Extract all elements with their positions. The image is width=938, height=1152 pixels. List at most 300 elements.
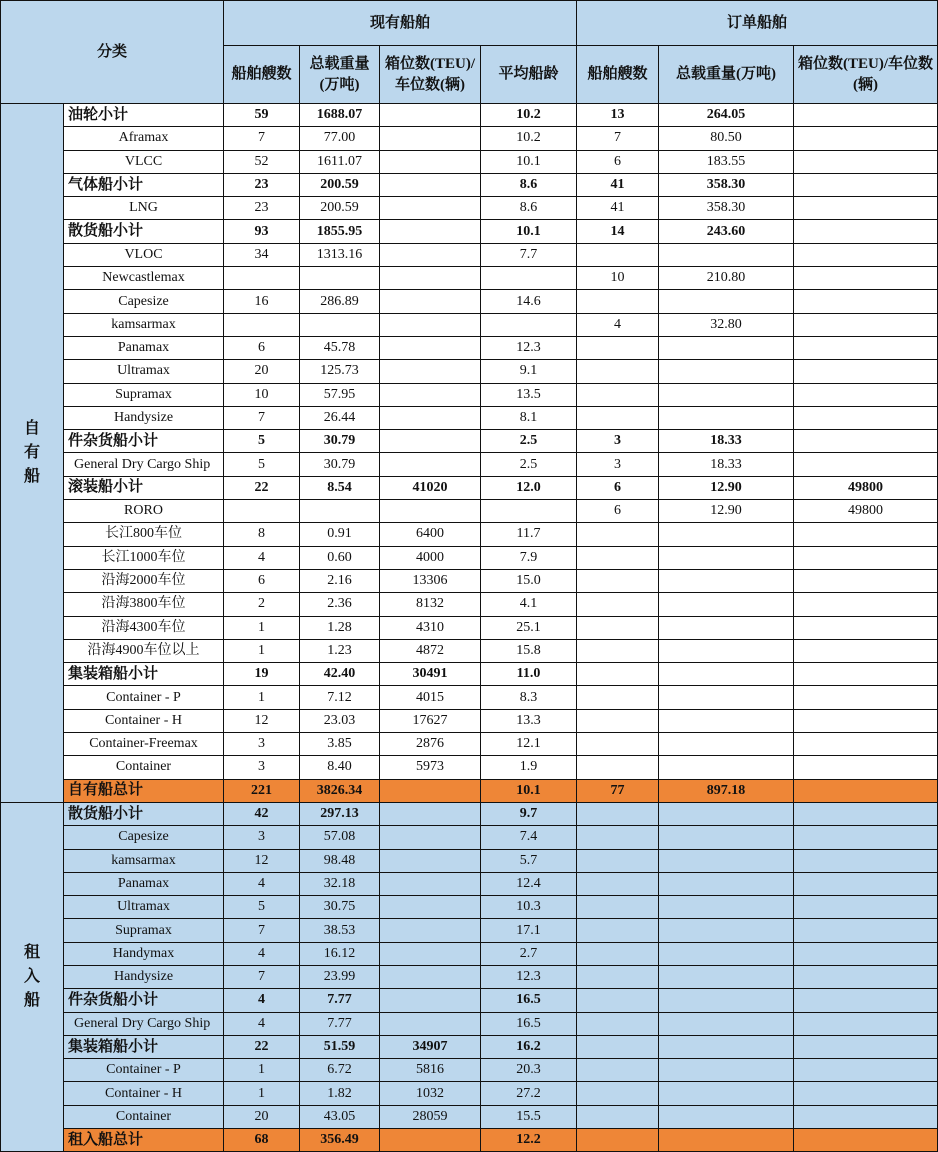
cell-capacity: 30491 [380, 663, 481, 686]
cell-age: 2.7 [481, 942, 577, 965]
cell-order-capacity [794, 826, 938, 849]
cell-age: 8.6 [481, 197, 577, 220]
cell-order-dwt [659, 1082, 794, 1105]
cell-order-capacity [794, 383, 938, 406]
cell-dwt: 1611.07 [300, 150, 380, 173]
cell-order-dwt [659, 546, 794, 569]
cell-age: 15.5 [481, 1105, 577, 1128]
cell-order-dwt [659, 919, 794, 942]
cell-order-count [577, 523, 659, 546]
cell-count: 1 [224, 1082, 300, 1105]
row-category-label: kamsarmax [64, 849, 224, 872]
cell-count: 16 [224, 290, 300, 313]
cell-age: 10.3 [481, 896, 577, 919]
cell-capacity: 28059 [380, 1105, 481, 1128]
cell-dwt: 1688.07 [300, 104, 380, 127]
cell-capacity [380, 500, 481, 523]
cell-age: 27.2 [481, 1082, 577, 1105]
cell-order-count [577, 406, 659, 429]
col-order-count: 船舶艘数 [577, 46, 659, 104]
cell-dwt: 30.75 [300, 896, 380, 919]
cell-dwt: 45.78 [300, 336, 380, 359]
order-ships-header: 订单船舶 [577, 1, 938, 46]
cell-order-count: 13 [577, 104, 659, 127]
cell-count: 4 [224, 872, 300, 895]
row-category-label: 件杂货船小计 [64, 989, 224, 1012]
table-row [1, 639, 938, 662]
cell-count: 5 [224, 896, 300, 919]
table-row [1, 896, 938, 919]
table-row [1, 872, 938, 895]
cell-capacity [380, 197, 481, 220]
cell-order-capacity [794, 896, 938, 919]
cell-order-capacity [794, 243, 938, 266]
total-row [1, 1129, 938, 1152]
table-row [1, 686, 938, 709]
cell-order-dwt [659, 709, 794, 732]
cell-order-capacity: 49800 [794, 476, 938, 499]
row-category-label: 滚装船小计 [64, 476, 224, 499]
cell-order-dwt [659, 756, 794, 779]
row-category-label: Container [64, 756, 224, 779]
cell-order-capacity [794, 267, 938, 290]
cell-age: 12.0 [481, 476, 577, 499]
subtotal-row [1, 802, 938, 825]
cell-count: 12 [224, 709, 300, 732]
cell-capacity: 17627 [380, 709, 481, 732]
table-row [1, 1059, 938, 1082]
cell-age: 13.3 [481, 709, 577, 732]
cell-order-capacity [794, 965, 938, 988]
cell-dwt: 30.79 [300, 430, 380, 453]
table-row [1, 1012, 938, 1035]
cell-order-count [577, 663, 659, 686]
cell-count: 5 [224, 453, 300, 476]
row-category-label: 集装箱船小计 [64, 663, 224, 686]
row-category-label: Container [64, 1105, 224, 1128]
row-category-label: 气体船小计 [64, 173, 224, 196]
cell-order-dwt [659, 872, 794, 895]
cell-order-dwt [659, 593, 794, 616]
cell-order-capacity [794, 1105, 938, 1128]
cell-capacity [380, 220, 481, 243]
cell-order-count [577, 709, 659, 732]
cell-capacity [380, 290, 481, 313]
cell-order-capacity [794, 989, 938, 1012]
cell-order-count [577, 546, 659, 569]
table-row [1, 965, 938, 988]
cell-order-dwt [659, 406, 794, 429]
row-category-label: Container-Freemax [64, 733, 224, 756]
cell-count: 2 [224, 593, 300, 616]
cell-dwt: 77.00 [300, 127, 380, 150]
cell-order-capacity [794, 872, 938, 895]
cell-dwt: 7.12 [300, 686, 380, 709]
cell-order-dwt [659, 733, 794, 756]
cell-count: 7 [224, 919, 300, 942]
cell-dwt: 356.49 [300, 1129, 380, 1152]
table-row [1, 733, 938, 756]
cell-age: 14.6 [481, 290, 577, 313]
row-category-label: Ultramax [64, 360, 224, 383]
cell-count: 3 [224, 756, 300, 779]
cell-count: 1 [224, 616, 300, 639]
cell-age: 12.3 [481, 965, 577, 988]
cell-order-capacity [794, 919, 938, 942]
cell-order-capacity [794, 1129, 938, 1152]
cell-order-count [577, 965, 659, 988]
cell-count: 3 [224, 733, 300, 756]
row-category-label: Handymax [64, 942, 224, 965]
cell-count: 23 [224, 173, 300, 196]
cell-count: 7 [224, 965, 300, 988]
cell-order-capacity [794, 127, 938, 150]
cell-count: 68 [224, 1129, 300, 1152]
cell-age: 16.2 [481, 1035, 577, 1058]
cell-order-count [577, 639, 659, 662]
cell-age: 20.3 [481, 1059, 577, 1082]
table-row [1, 523, 938, 546]
table-row [1, 546, 938, 569]
cell-order-dwt [659, 849, 794, 872]
cell-count: 5 [224, 430, 300, 453]
cell-dwt: 1313.16 [300, 243, 380, 266]
cell-order-count [577, 802, 659, 825]
owned-group-label: 自有船 [1, 104, 64, 803]
cell-capacity [380, 150, 481, 173]
cell-age: 15.8 [481, 639, 577, 662]
cell-count: 52 [224, 150, 300, 173]
cell-capacity [380, 1012, 481, 1035]
cell-capacity: 1032 [380, 1082, 481, 1105]
subtotal-row [1, 1035, 938, 1058]
col-existing-capacity: 箱位数(TEU)/车位数(辆) [380, 46, 481, 104]
col-existing-count: 船舶艘数 [224, 46, 300, 104]
cell-order-dwt [659, 336, 794, 359]
row-category-label: LNG [64, 197, 224, 220]
cell-dwt: 1.28 [300, 616, 380, 639]
cell-dwt [300, 267, 380, 290]
cell-count: 6 [224, 336, 300, 359]
cell-order-capacity [794, 569, 938, 592]
cell-count: 20 [224, 1105, 300, 1128]
subtotal-row [1, 173, 938, 196]
cell-order-dwt [659, 523, 794, 546]
cell-order-dwt [659, 686, 794, 709]
table-row [1, 1105, 938, 1128]
col-existing-dwt: 总载重量(万吨) [300, 46, 380, 104]
cell-order-dwt [659, 826, 794, 849]
cell-order-count [577, 1129, 659, 1152]
row-category-label: 沿海2000车位 [64, 569, 224, 592]
table-row [1, 360, 938, 383]
cell-order-capacity [794, 173, 938, 196]
cell-order-count [577, 290, 659, 313]
cell-capacity [380, 383, 481, 406]
row-category-label: RORO [64, 500, 224, 523]
cell-dwt: 200.59 [300, 173, 380, 196]
cell-count: 23 [224, 197, 300, 220]
cell-order-dwt [659, 1129, 794, 1152]
cell-count: 12 [224, 849, 300, 872]
cell-age: 4.1 [481, 593, 577, 616]
cell-order-count [577, 756, 659, 779]
cell-age: 9.1 [481, 360, 577, 383]
row-category-label: Handysize [64, 965, 224, 988]
cell-capacity [380, 173, 481, 196]
row-category-label: 长江800车位 [64, 523, 224, 546]
cell-order-dwt: 12.90 [659, 476, 794, 499]
cell-count: 4 [224, 942, 300, 965]
table-row [1, 127, 938, 150]
cell-count [224, 500, 300, 523]
owned-ships-section [1, 104, 938, 803]
cell-order-capacity [794, 453, 938, 476]
cell-count: 7 [224, 127, 300, 150]
row-category-label: Ultramax [64, 896, 224, 919]
cell-age: 11.0 [481, 663, 577, 686]
cell-capacity: 4015 [380, 686, 481, 709]
cell-age: 12.3 [481, 336, 577, 359]
cell-capacity [380, 896, 481, 919]
cell-dwt: 286.89 [300, 290, 380, 313]
cell-count: 7 [224, 406, 300, 429]
cell-age: 16.5 [481, 989, 577, 1012]
cell-capacity [380, 406, 481, 429]
cell-dwt: 30.79 [300, 453, 380, 476]
cell-dwt: 43.05 [300, 1105, 380, 1128]
cell-order-count [577, 616, 659, 639]
cell-order-capacity: 49800 [794, 500, 938, 523]
cell-order-capacity [794, 336, 938, 359]
table-row [1, 383, 938, 406]
table-row [1, 849, 938, 872]
cell-order-dwt: 12.90 [659, 500, 794, 523]
cell-order-capacity [794, 686, 938, 709]
col-existing-age: 平均船龄 [481, 46, 577, 104]
cell-count: 1 [224, 1059, 300, 1082]
table-row [1, 313, 938, 336]
row-category-label: Supramax [64, 383, 224, 406]
row-category-label: Capesize [64, 826, 224, 849]
table-row [1, 709, 938, 732]
table-row [1, 197, 938, 220]
cell-capacity: 2876 [380, 733, 481, 756]
cell-order-count: 14 [577, 220, 659, 243]
cell-order-capacity [794, 733, 938, 756]
cell-order-capacity [794, 802, 938, 825]
cell-order-count [577, 896, 659, 919]
row-category-label: 沿海4900车位以上 [64, 639, 224, 662]
cell-order-dwt [659, 639, 794, 662]
row-category-label: Newcastlemax [64, 267, 224, 290]
cell-dwt: 32.18 [300, 872, 380, 895]
cell-capacity [380, 430, 481, 453]
cell-count: 6 [224, 569, 300, 592]
cell-order-count: 3 [577, 453, 659, 476]
row-category-label: Container - P [64, 686, 224, 709]
cell-age: 10.1 [481, 150, 577, 173]
cell-age: 12.4 [481, 872, 577, 895]
row-category-label: General Dry Cargo Ship [64, 453, 224, 476]
cell-capacity [380, 942, 481, 965]
cell-order-capacity [794, 406, 938, 429]
cell-capacity [380, 336, 481, 359]
cell-order-capacity [794, 197, 938, 220]
cell-dwt: 51.59 [300, 1035, 380, 1058]
leased-group-label: 租入船 [1, 802, 64, 1151]
row-category-label: Supramax [64, 919, 224, 942]
cell-capacity [380, 965, 481, 988]
row-category-label: VLOC [64, 243, 224, 266]
cell-count: 93 [224, 220, 300, 243]
cell-order-dwt [659, 569, 794, 592]
subtotal-row [1, 476, 938, 499]
cell-count: 20 [224, 360, 300, 383]
cell-count [224, 313, 300, 336]
cell-capacity [380, 919, 481, 942]
table-row [1, 290, 938, 313]
cell-dwt: 98.48 [300, 849, 380, 872]
cell-order-dwt: 18.33 [659, 453, 794, 476]
row-category-label: 沿海4300车位 [64, 616, 224, 639]
cell-order-capacity [794, 523, 938, 546]
table-row [1, 942, 938, 965]
cell-age: 8.3 [481, 686, 577, 709]
cell-capacity: 41020 [380, 476, 481, 499]
cell-count: 22 [224, 1035, 300, 1058]
subtotal-row [1, 663, 938, 686]
cell-order-dwt [659, 1035, 794, 1058]
cell-order-count [577, 1035, 659, 1058]
cell-capacity [380, 313, 481, 336]
cell-order-count: 3 [577, 430, 659, 453]
cell-count: 19 [224, 663, 300, 686]
cell-order-capacity [794, 430, 938, 453]
cell-capacity: 34907 [380, 1035, 481, 1058]
cell-order-dwt [659, 802, 794, 825]
cell-capacity [380, 989, 481, 1012]
cell-order-capacity [794, 313, 938, 336]
cell-order-count [577, 733, 659, 756]
cell-dwt: 6.72 [300, 1059, 380, 1082]
cell-order-count: 7 [577, 127, 659, 150]
cell-order-count [577, 942, 659, 965]
cell-age [481, 267, 577, 290]
cell-order-capacity [794, 779, 938, 802]
cell-order-count [577, 1012, 659, 1035]
table-row [1, 593, 938, 616]
cell-order-capacity [794, 756, 938, 779]
cell-dwt: 7.77 [300, 1012, 380, 1035]
cell-order-capacity [794, 942, 938, 965]
cell-order-capacity [794, 1012, 938, 1035]
cell-capacity [380, 802, 481, 825]
cell-dwt: 2.36 [300, 593, 380, 616]
cell-order-count: 41 [577, 197, 659, 220]
row-category-label: 油轮小计 [64, 104, 224, 127]
cell-order-dwt [659, 1059, 794, 1082]
cell-order-count [577, 919, 659, 942]
cell-order-count: 4 [577, 313, 659, 336]
cell-capacity [380, 1129, 481, 1152]
cell-order-dwt: 18.33 [659, 430, 794, 453]
row-category-label: 沿海3800车位 [64, 593, 224, 616]
subtotal-row [1, 430, 938, 453]
cell-order-capacity [794, 546, 938, 569]
row-category-label: Container - H [64, 709, 224, 732]
cell-capacity [380, 826, 481, 849]
table-row [1, 453, 938, 476]
cell-age: 25.1 [481, 616, 577, 639]
cell-count: 221 [224, 779, 300, 802]
cell-order-count: 6 [577, 476, 659, 499]
row-category-label: 自有船总计 [64, 779, 224, 802]
table-row [1, 616, 938, 639]
table-row [1, 756, 938, 779]
cell-order-capacity [794, 360, 938, 383]
cell-order-capacity [794, 1082, 938, 1105]
cell-order-capacity [794, 849, 938, 872]
row-category-label: 件杂货船小计 [64, 430, 224, 453]
cell-order-dwt [659, 243, 794, 266]
cell-order-dwt [659, 896, 794, 919]
cell-age: 2.5 [481, 453, 577, 476]
cell-count: 34 [224, 243, 300, 266]
cell-order-capacity [794, 1059, 938, 1082]
cell-age: 1.9 [481, 756, 577, 779]
cell-order-count: 41 [577, 173, 659, 196]
cell-dwt: 0.91 [300, 523, 380, 546]
row-category-label: Container - H [64, 1082, 224, 1105]
row-category-label: Handysize [64, 406, 224, 429]
cell-order-dwt [659, 360, 794, 383]
cell-dwt: 8.54 [300, 476, 380, 499]
cell-order-count [577, 686, 659, 709]
cell-order-dwt [659, 383, 794, 406]
cell-capacity [380, 360, 481, 383]
cell-order-count: 6 [577, 500, 659, 523]
row-category-label: Panamax [64, 336, 224, 359]
cell-count: 3 [224, 826, 300, 849]
cell-capacity [380, 104, 481, 127]
cell-order-count [577, 336, 659, 359]
total-row [1, 779, 938, 802]
row-category-label: 散货船小计 [64, 802, 224, 825]
row-category-label: 集装箱船小计 [64, 1035, 224, 1058]
row-category-label: Container - P [64, 1059, 224, 1082]
cell-dwt: 23.99 [300, 965, 380, 988]
cell-order-dwt [659, 965, 794, 988]
cell-age: 10.2 [481, 104, 577, 127]
cell-count: 4 [224, 546, 300, 569]
cell-dwt: 3826.34 [300, 779, 380, 802]
cell-dwt: 57.08 [300, 826, 380, 849]
cell-order-count [577, 569, 659, 592]
cell-capacity [380, 872, 481, 895]
cell-age: 8.6 [481, 173, 577, 196]
table-row [1, 500, 938, 523]
cell-order-dwt: 264.05 [659, 104, 794, 127]
cell-order-count [577, 849, 659, 872]
cell-order-capacity [794, 663, 938, 686]
cell-capacity [380, 243, 481, 266]
cell-dwt: 1855.95 [300, 220, 380, 243]
cell-order-dwt [659, 942, 794, 965]
cell-order-capacity [794, 290, 938, 313]
cell-order-count [577, 872, 659, 895]
col-order-capacity: 箱位数(TEU)/车位数(辆) [794, 46, 938, 104]
